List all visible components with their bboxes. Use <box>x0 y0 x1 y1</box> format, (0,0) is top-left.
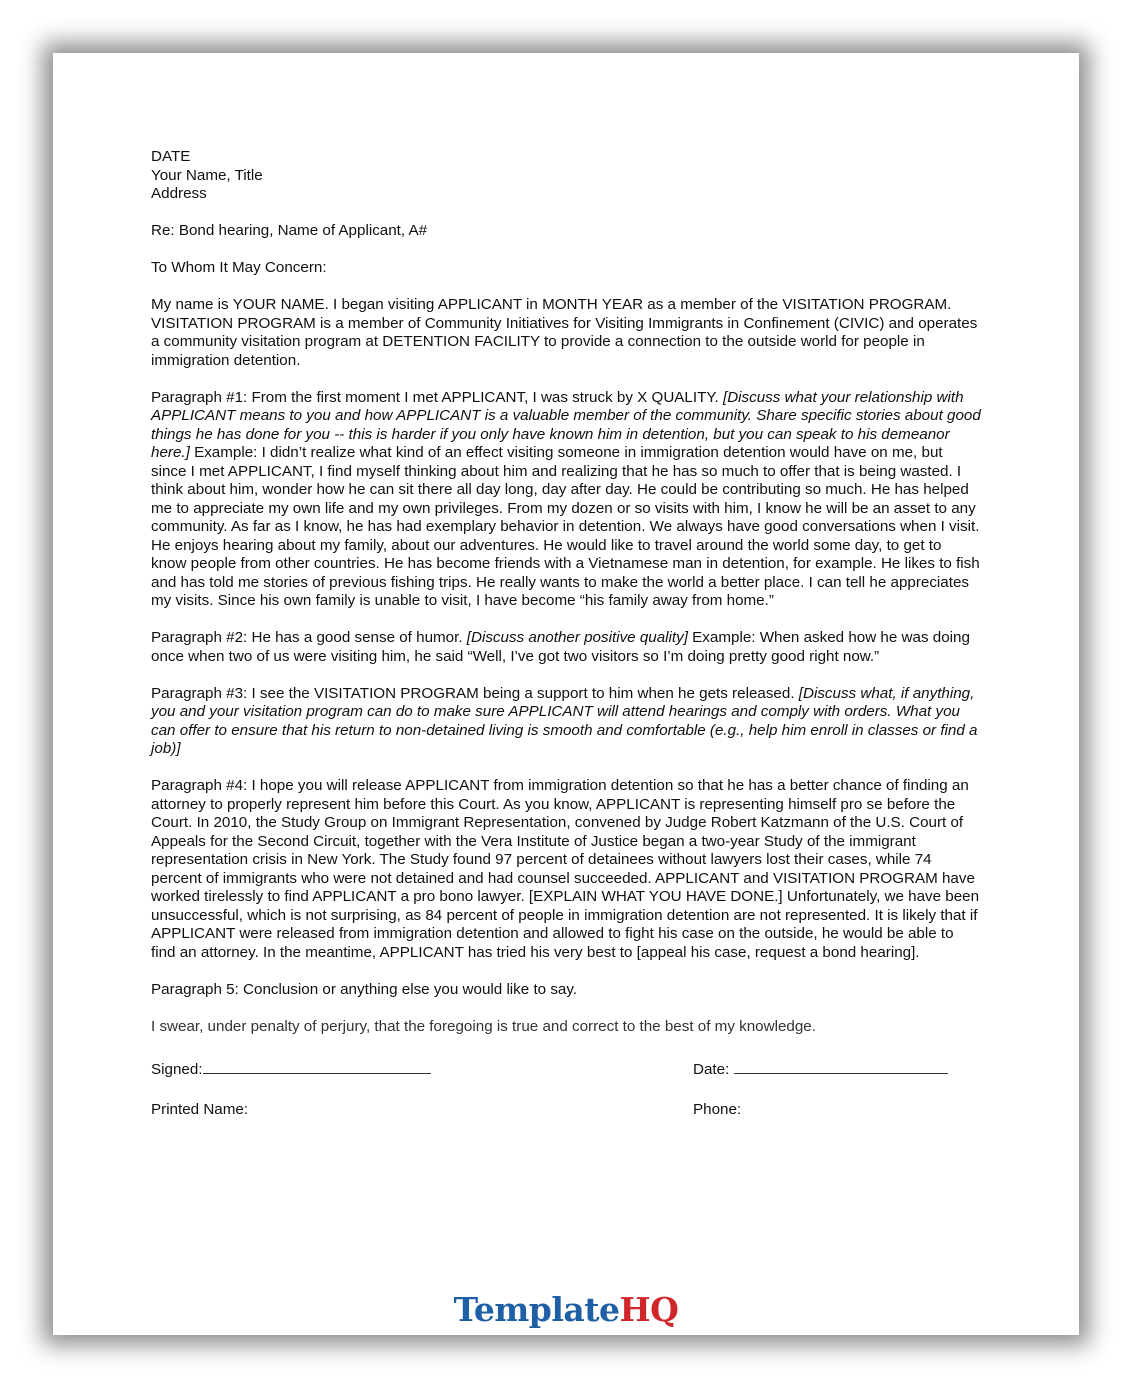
re-line: Re: Bond hearing, Name of Applicant, A# <box>151 222 428 239</box>
logo-template-text: Template <box>453 1290 620 1329</box>
paragraph-1-instruction: [Discuss what your relationship with APPLICANT means to you and how APPLICANT is a valuable member of the community. Share specific stories about good things he has done for you -- this is harder if you only have known him in detention, but you can speak to his demeanor here.] <box>151 388 981 461</box>
paragraph-3 <box>151 685 981 759</box>
paragraph-3-lead: Paragraph #3: I see the VISITATION PROGRAM being a support to him when he gets released. <box>151 684 799 702</box>
phone-label: Phone: <box>693 1101 742 1118</box>
paragraph-2 <box>151 629 981 666</box>
templatehq-logo <box>53 1290 1079 1330</box>
printed-name-label: Printed Name: <box>151 1101 249 1118</box>
paragraph-1 <box>151 389 981 611</box>
letter-body <box>151 148 981 1143</box>
signed-label: Signed: <box>151 1061 203 1078</box>
date-placeholder: DATE <box>151 148 191 165</box>
perjury-statement: I swear, under penalty of perjury, that the foregoing is true and correct to the best of my knowledge. <box>151 1017 816 1035</box>
paragraph-3-instruction: [Discuss what, if anything, you and your visitation program can do to make sure APPLICANT will attend hearings and comply with orders. What you can offer to ensure that his return to non-detained living is smooth and comfortable (e.g., help him enroll in classes or find a job)] <box>151 684 978 757</box>
sender-address: Address <box>151 185 207 202</box>
paragraph-2-example: Example: When asked how he was doing once when two of us were visiting him, he said “Well, I’ve got two visitors so I’m doing pretty good right now.” <box>151 629 970 665</box>
paragraph-2-instruction: [Discuss another positive quality] <box>466 629 688 646</box>
paragraph-4: Paragraph #4: I hope you will release APPLICANT from immigration detention so that he has a better chance of finding an attorney to properly represent him before this Court. As you know, APPLICANT is representing himself pro se before the Court. In 2010, the Study Group on Immigrant Representation, convened by Judge Robert Katzmann of the U.S. Court of Appeals for the Second Circuit, together with the Vera Institute of Justice began a two-year Study of the immigrant representation crisis in New York. The Study found 97 percent of detainees without lawyers lost their cases, while 74 percent of immigrants who were not detained and had counsel succeeded. APPLICANT and VISITATION PROGRAM have worked tirelessly to find APPLICANT a pro bono lawyer. [EXPLAIN WHAT YOU HAVE DONE.] Unfortunately, we have been unsuccessful, which is not surprising, as 84 percent of people in immigration detention are not represented. It is likely that if APPLICANT were released from immigration detention and allowed to fight his case on the outside, he would be able to find an attorney. In the meantime, APPLICANT has tried his very best to [appeal his case, request a bond hearing]. <box>151 777 980 961</box>
date-field[interactable] <box>693 1059 948 1080</box>
document-page <box>53 53 1079 1335</box>
signature-row <box>151 1059 981 1078</box>
date-label: Date: <box>693 1061 734 1078</box>
date-line[interactable] <box>734 1059 948 1074</box>
paragraph-5: Paragraph 5: Conclusion or anything else you would like to say. <box>151 980 578 998</box>
signed-field[interactable] <box>151 1059 431 1080</box>
paragraph-1-lead: Paragraph #1: From the first moment I met APPLICANT, I was struck by X QUALITY. <box>151 388 723 406</box>
printed-name-row <box>151 1101 981 1120</box>
signed-line[interactable] <box>203 1059 431 1074</box>
paragraph-2-lead: Paragraph #2: He has a good sense of humor. <box>151 629 467 646</box>
salutation: To Whom It May Concern: <box>151 259 327 276</box>
logo-hq-text: HQ <box>619 1290 679 1329</box>
intro-paragraph: My name is YOUR NAME. I began visiting APPLICANT in MONTH YEAR as a member of the VISITATION PROGRAM. VISITATION PROGRAM is a member of Community Initiatives for Visiting Immigrants in Confinement (CIVIC) and operates a community visitation program at DETENTION FACILITY to provide a connection to the outside world for people in immigration detention. <box>151 296 978 369</box>
sender-name-title: Your Name, Title <box>151 166 263 184</box>
paragraph-1-example: Example: I didn’t realize what kind of an effect visiting someone in immigration detention would have on me, but since I met APPLICANT, I find myself thinking about him and realizing that he has so much to offer that is being wasted. I think about him, wonder how he can sit there all day long, day after day. He could be contributing so much. He has helped me to appreciate my own life and my own privileges. From my dozen or so visits with him, I know he will be an asset to any community. As far as I know, he has had exemplary behavior in detention. We always have good conversations when I visit. He enjoys hearing about my family, about our adventures. He would like to travel around the world some day, to get to know people from other countries. He has become friends with a Vietnamese man in detention, for example. He likes to fish and has told me stories of previous fishing trips. He really wants to make the world a better place. I can tell he appreciates my visits. Since his own family is unable to visit, I have become “his family away from home.” <box>151 444 980 609</box>
